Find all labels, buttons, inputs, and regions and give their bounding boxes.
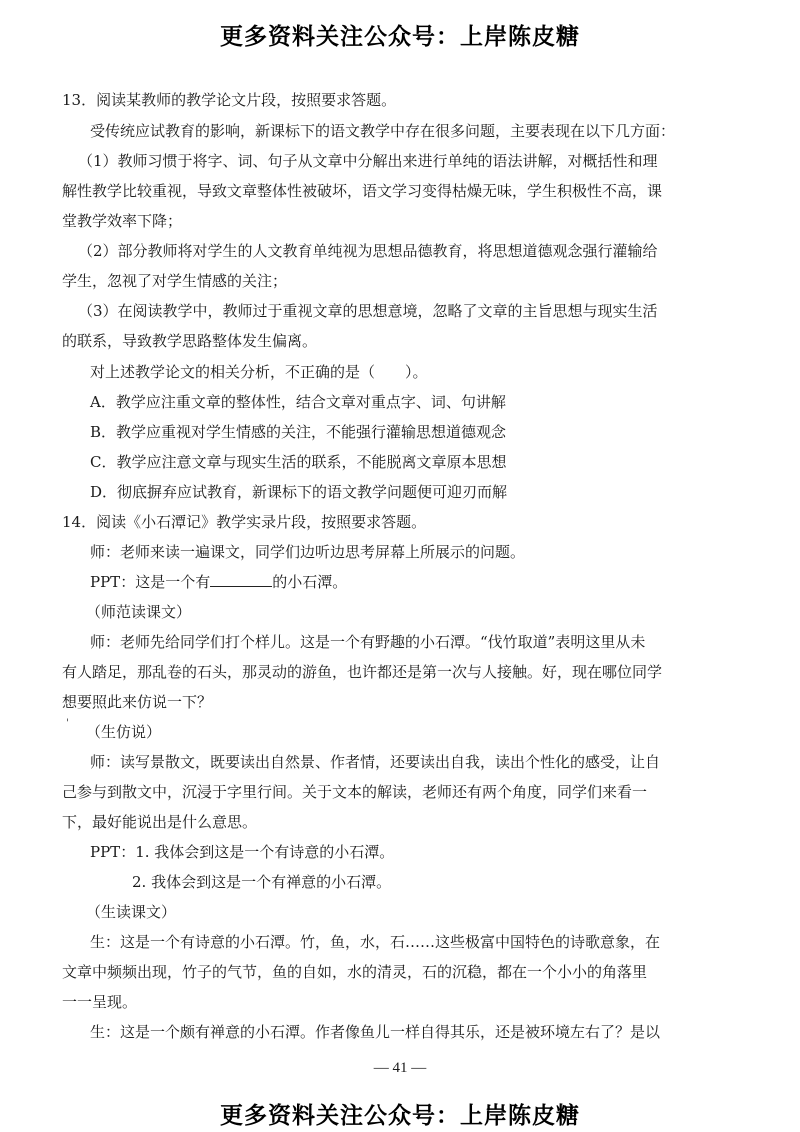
paragraph: 学生，忽视了对学生情感的关注； bbox=[62, 272, 288, 290]
question-13-stem: 13．阅读某教师的教学论文片段，按照要求答题。 bbox=[62, 91, 397, 109]
paragraph: 受传统应试教育的影响，新课标下的语文教学中存在很多问题，主要表现在以下几方面： bbox=[90, 122, 676, 140]
page-number: — 41 — bbox=[373, 1060, 427, 1076]
ppt-line bbox=[90, 572, 347, 592]
paragraph: 文章中频频出现，竹子的气节，鱼的自如，水的清灵，石的沉稳，都在一个小小的角落里 bbox=[62, 963, 648, 981]
ppt-line: PPT：1. 我体会到这是一个有诗意的小石潭。 bbox=[90, 843, 395, 861]
scan-mark: ' bbox=[66, 718, 69, 729]
footer-banner: 更多资料关注公众号：上岸陈皮糖 bbox=[220, 1103, 580, 1129]
paragraph: 下，最好能说出是什么意思。 bbox=[62, 813, 258, 831]
paragraph: 己参与到散文中，沉浸于字里行间。关于文本的解读，老师还有两个角度，同学们来看一 bbox=[62, 783, 648, 801]
paragraph: 想要照此来仿说一下？ bbox=[62, 693, 213, 711]
paragraph: 师：老师先给同学们打个样儿。这是一个有野趣的小石潭。“伐竹取道”表明这里从未 bbox=[90, 633, 646, 651]
stage-note: （生仿说） bbox=[86, 723, 162, 741]
paragraph: 解性教学比较重视，导致文章整体性被破坏，语文学习变得枯燥无味，学生积极性不高，课 bbox=[62, 182, 663, 200]
fill-in-blank bbox=[210, 572, 272, 587]
option-c: C．教学应注意文章与现实生活的联系，不能脱离文章原本思想 bbox=[90, 453, 507, 471]
paragraph: 师：老师来读一遍课文，同学们边听边思考屏幕上所展示的问题。 bbox=[90, 543, 526, 561]
option-b: B．教学应重视对学生情感的关注，不能强行灌输思想道德观念 bbox=[90, 423, 507, 441]
paragraph: （2）部分教师将对学生的人文教育单纯视为思想品德教育，将思想道德观念强行灌输给 bbox=[78, 242, 658, 260]
stage-note: （师范读课文） bbox=[86, 603, 192, 621]
paragraph: 有人踏足，那乱卷的石头，那灵动的游鱼，也许都还是第一次与人接触。好，现在哪位同学 bbox=[62, 663, 663, 681]
paragraph: 生：这是一个颇有禅意的小石潭。作者像鱼儿一样自得其乐，还是被环境左右了？是以 bbox=[90, 1023, 661, 1041]
ppt-prefix: PPT：这是一个有 bbox=[90, 573, 211, 591]
paragraph: 堂教学效率下降； bbox=[62, 212, 183, 230]
paragraph: 的联系，导致教学思路整体发生偏离。 bbox=[62, 332, 318, 350]
ppt-line: 2. 我体会到这是一个有禅意的小石潭。 bbox=[132, 873, 392, 891]
paragraph: （3）在阅读教学中，教师过于重视文章的思想意境，忽略了文章的主旨思想与现实生活 bbox=[78, 302, 658, 320]
paragraph: 生：这是一个有诗意的小石潭。竹，鱼，水，石……这些极富中国特色的诗歌意象，在 bbox=[90, 933, 661, 951]
question-14-stem: 14．阅读《小石潭记》教学实录片段，按照要求答题。 bbox=[62, 513, 427, 531]
paragraph: 师：读写景散文，既要读出自然景、作者情，还要读出自我，读出个性化的感受，让自 bbox=[90, 753, 661, 771]
paragraph: （1）教师习惯于将字、词、句子从文章中分解出来进行单纯的语法讲解，对概括性和理 bbox=[78, 152, 658, 170]
option-a: A．教学应注重文章的整体性，结合文章对重点字、词、句讲解 bbox=[90, 393, 506, 411]
option-d: D．彻底摒弃应试教育，新课标下的语文教学问题便可迎刃而解 bbox=[90, 483, 508, 501]
paragraph: 一一呈现。 bbox=[62, 993, 138, 1011]
ppt-suffix: 的小石潭。 bbox=[272, 573, 348, 591]
header-banner: 更多资料关注公众号：上岸陈皮糖 bbox=[220, 24, 580, 50]
question-13-prompt: 对上述教学论文的相关分析，不正确的是（ ）。 bbox=[90, 363, 428, 381]
stage-note: （生读课文） bbox=[86, 903, 177, 921]
